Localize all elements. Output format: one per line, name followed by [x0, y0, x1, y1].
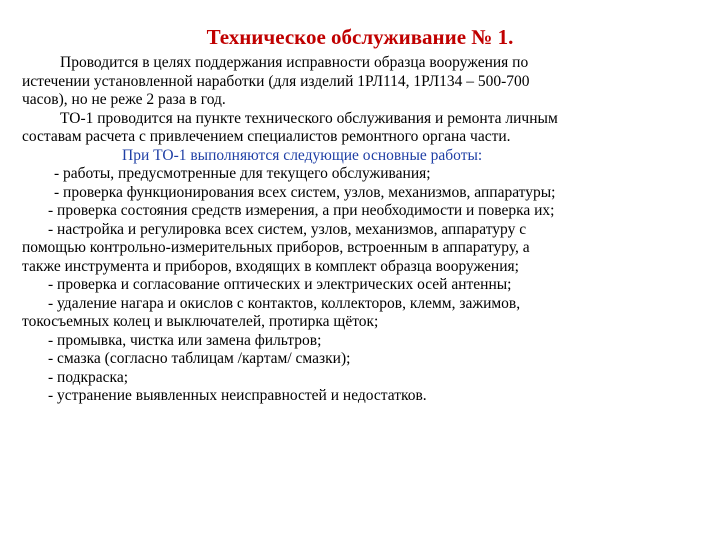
- list-item-4-line-1: - настройка и регулировка всех систем, узлов, механизмов, аппаратуру с: [48, 220, 527, 238]
- paragraph-1-line-1: Проводится в целях поддержания исправности образца вооружения по: [60, 54, 529, 71]
- paragraph-2-line-2: составам расчета с привлечением специалистов ремонтного органа части.: [22, 128, 511, 145]
- list-item-7: - промывка, чистка или замена фильтров;: [48, 331, 322, 349]
- list-item-1: - работы, предусмотренные для текущего обслуживания;: [54, 165, 431, 182]
- list-item-10: - устранение выявленных неисправностей и недостатков.: [48, 387, 427, 404]
- paragraph-1-line-3: часов), но не реже 2 раза в год.: [22, 91, 226, 108]
- list-item-4-line-3: также инструмента и приборов, входящих в комплект образца вооружения;: [22, 257, 519, 275]
- list-item-4-line-2: помощью контрольно-измерительных приборов, встроенным в аппаратуру, а: [22, 239, 530, 256]
- paragraph-1-line-2: истечении установленной наработки (для изделий 1РЛ114, 1РЛ134 – 500-700: [22, 72, 530, 90]
- list-item-8: - смазка (согласно таблицам /картам/ смазки);: [48, 350, 351, 367]
- subheading: При ТО-1 выполняются следующие основные работы:: [122, 146, 483, 164]
- slide-body: [22, 54, 702, 406]
- list-item-2: - проверка функционирования всех систем, узлов, механизмов, аппаратуры;: [54, 183, 556, 201]
- list-item-6-line-1: - удаление нагара и окислов с контактов, коллекторов, клемм, зажимов,: [48, 294, 521, 312]
- list-item-3: - проверка состояния средств измерения, а при необходимости и поверка их;: [48, 202, 555, 219]
- slide-title: Техническое обслуживание № 1.: [206, 25, 514, 49]
- list-item-5: - проверка и согласование оптических и электрических осей антенны;: [48, 276, 512, 293]
- list-item-9: - подкраска;: [48, 368, 129, 386]
- list-item-6-line-2: токосъемных колец и выключателей, протирка щёток;: [22, 313, 379, 330]
- paragraph-2-line-1: ТО-1 проводится на пункте технического обслуживания и ремонта личным: [60, 109, 558, 127]
